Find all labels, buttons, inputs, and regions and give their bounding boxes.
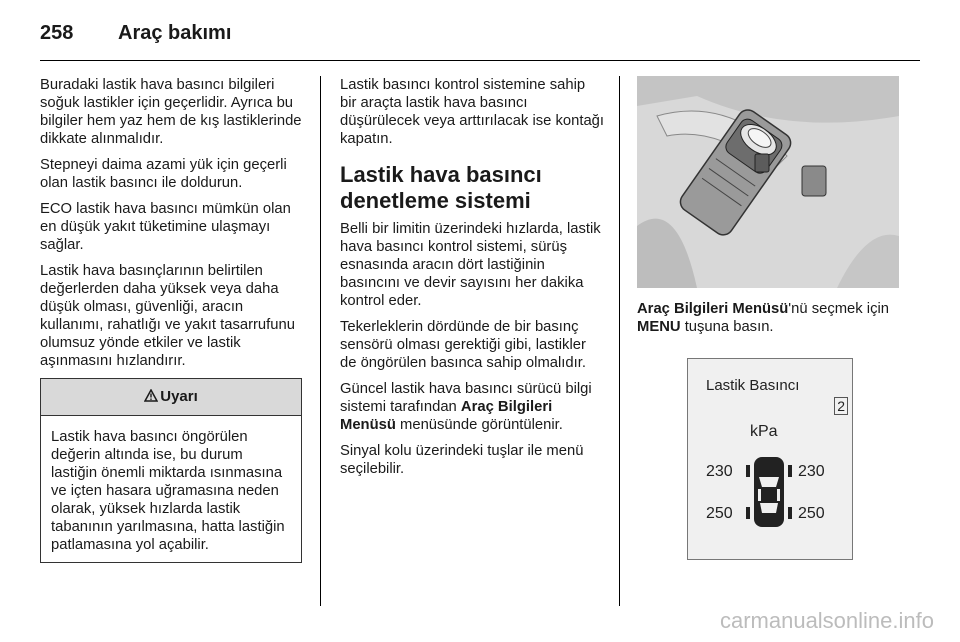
page-number: 258 (40, 22, 74, 44)
text-run: Güncel lastik hava basıncı sürücü bilgi sistemi tarafından (340, 381, 592, 415)
paragraph: Lastik hava basınçlarının belirtilen değerlerden daha yüksek veya daha düşük olması, güvenliği, aracın kullanımı, rahatlığı ve yakıt tasarrufunu olumsuz yönde etkiler ve lastik aşınmasını hızlandırır. (40, 263, 295, 369)
column-2 (340, 76, 604, 486)
warning-title: Uyarı (160, 388, 198, 405)
paragraph: Tekerleklerin dördünde de bir basınç sensörü olması gerektiği gibi, lastikler de öngörülen basınca sahip olmalıdır. (340, 319, 586, 371)
turn-signal-lever-photo (637, 76, 899, 288)
warning-header (41, 379, 301, 416)
rear-right-pressure: 250 (798, 505, 825, 522)
column-divider (320, 76, 321, 606)
watermark: carmanualsonline.info (719, 608, 934, 633)
warning-text: Lastik hava basıncı öngörülen değerin altında ise, bu durum lastiğin önemli miktarda ısınmasına ve içten hasara uğramasına neden olarak, yüksek hızlarda lastik tabanının yarılmasına, hatta lastiğin patlamasına yol açabilir. (51, 429, 285, 553)
paragraph: Stepneyi daima azami yük için geçerli olan lastik basıncı ile doldurun. (40, 157, 287, 191)
paragraph: Lastik basıncı kontrol sistemine sahip bir araçta lastik hava basıncı düşürülecek veya arttırılacak ise kontağı kapatın. (340, 77, 605, 147)
column-divider (619, 76, 620, 606)
paragraph: Buradaki lastik hava basıncı bilgileri soğuk lastikler için geçerlidir. Ayrıca bu bilgiler hem yaz hem de kış lastiklerinde dikkate alınmalıdır. (40, 77, 302, 147)
paragraph (340, 380, 604, 434)
text-run: menüsünde görüntülenir. (395, 417, 563, 433)
pressure-unit: kPa (750, 423, 778, 440)
front-left-pressure: 230 (706, 463, 733, 480)
text-run: 'nü seçmek için (788, 301, 889, 317)
warning-box (40, 378, 302, 563)
paragraph: Sinyal kolu üzerindeki tuşlar ile menü seçilebilir. (340, 443, 584, 477)
column-1 (40, 76, 302, 563)
column-3 (637, 76, 903, 560)
caption (637, 300, 903, 336)
display-title: Lastik Basıncı (706, 377, 800, 394)
text-run: tuşuna basın. (680, 319, 774, 335)
menu-name: Araç Bilgileri Menüsü (637, 301, 789, 317)
header-rule (40, 60, 920, 61)
warning-icon (144, 389, 158, 402)
section-title: Lastik hava basıncı denetleme sistemi (340, 162, 542, 213)
paragraph: ECO lastik hava basıncı mümkün olan en düşük yakıt tüketimine ulaşmayı sağlar. (40, 201, 291, 253)
front-right-pressure: 230 (798, 463, 825, 480)
tire-pressure-display (687, 358, 853, 560)
page-indicator: 2 (834, 397, 848, 415)
paragraph: Belli bir limitin üzerindeki hızlarda, lastik hava basıncı kontrol sistemi, sürüş esnasında aracın dört lastiğinin basıncını ve devir sayısını her dakika kontrol eder. (340, 221, 601, 309)
menu-name: Araç Bilgileri Menüsü (340, 399, 553, 433)
chapter-title: Araç bakımı (118, 22, 232, 44)
page-header (40, 14, 920, 50)
car-top-view-icon (746, 455, 792, 529)
menu-button-label: MENU (637, 319, 681, 335)
rear-left-pressure: 250 (706, 505, 733, 522)
